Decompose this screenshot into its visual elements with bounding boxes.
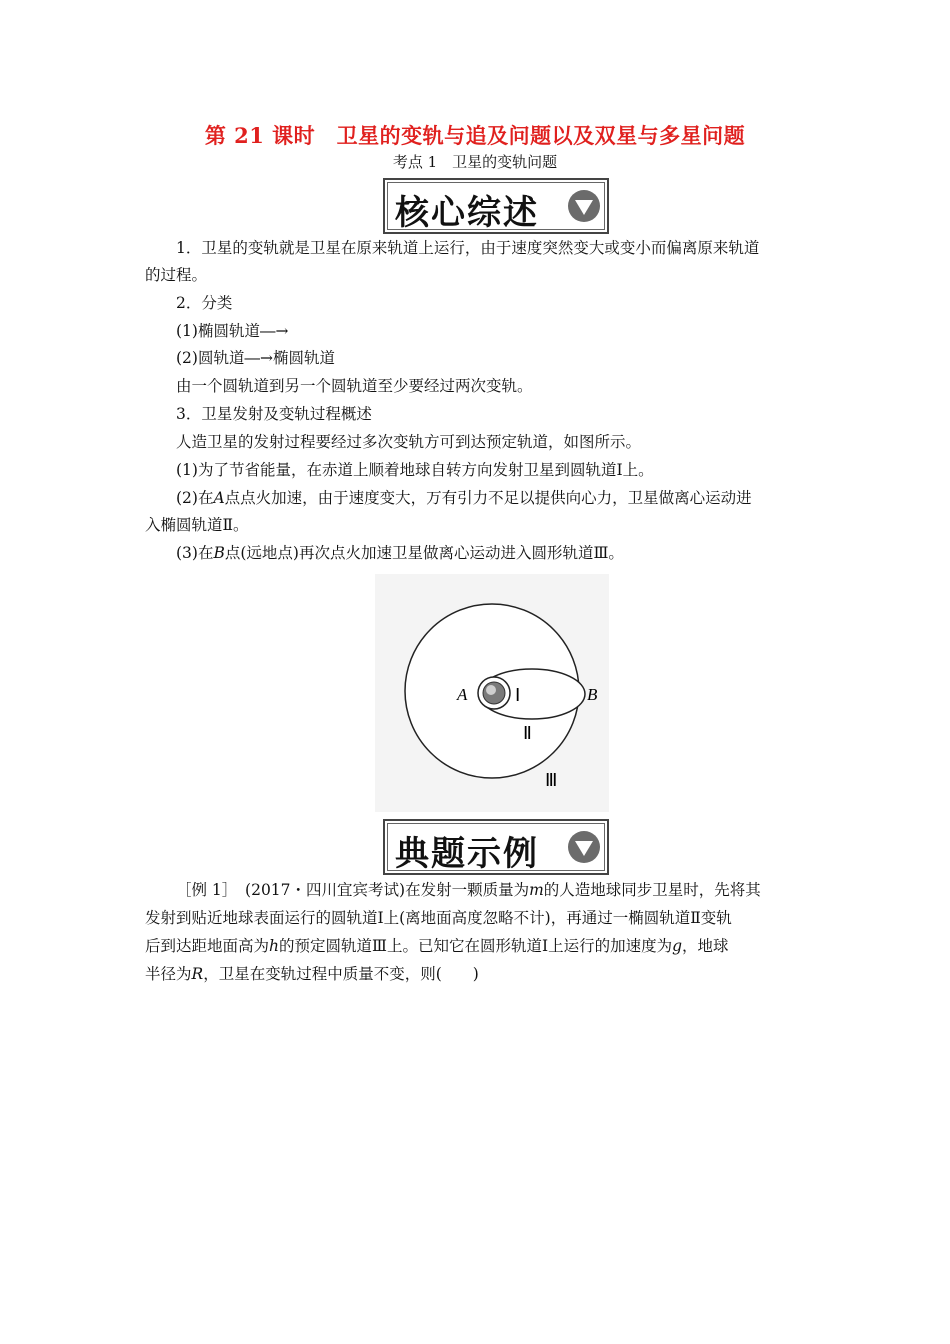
paragraph-7: 人造卫星的发射过程要经过多次变轨方可到达预定轨道，如图所示。 <box>176 433 642 451</box>
orbit-diagram <box>375 574 609 812</box>
label-b: B <box>587 685 598 704</box>
paragraph-3: (1)椭圆轨道―→ <box>176 322 289 340</box>
paragraph-10: (3)在B点(远地点)再次点火加速卫星做离心运动进入圆形轨道Ⅲ。 <box>176 544 624 562</box>
section-examples-label: 典题示例 <box>395 834 539 874</box>
down-triangle-icon <box>567 830 601 864</box>
paragraph-8: (1)为了节省能量，在赤道上顺着地球自转方向发射卫星到圆轨道Ⅰ上。 <box>176 461 654 479</box>
paragraph-5: 由一个圆轨道到另一个圆轨道至少要经过两次变轨。 <box>176 377 533 395</box>
example-line-3: 后到达距地面高为h的预定圆轨道Ⅲ上。已知它在圆形轨道Ⅰ上运行的加速度为g，地球 <box>145 937 729 955</box>
paragraph-9-cont: 入椭圆轨道Ⅱ。 <box>145 516 249 534</box>
section-core-summary <box>383 178 609 234</box>
label-iii: Ⅲ <box>545 770 558 790</box>
paragraph-6: 3．卫星发射及变轨过程概述 <box>176 405 372 423</box>
page-title: 第 21 课时 卫星的变轨与追及问题以及双星与多星问题 <box>204 123 746 148</box>
section-examples <box>383 819 609 875</box>
paragraph-4: (2)圆轨道―→椭圆轨道 <box>176 349 335 367</box>
paragraph-2: 2．分类 <box>176 294 233 312</box>
paragraph-9: (2)在A点点火加速，由于速度变大，万有引力不足以提供向心力，卫星做离心运动进 <box>176 489 752 507</box>
example-line-1: ［例 1］ (2017・四川宜宾考试)在发射一颗质量为m的人造地球同步卫星时，先将其 <box>176 881 761 899</box>
label-ii: Ⅱ <box>523 723 532 743</box>
page-subtitle: 考点 1 卫星的变轨问题 <box>392 153 558 171</box>
section-core-label: 核心综述 <box>395 193 539 233</box>
example-line-4: 半径为R，卫星在变轨过程中质量不变，则( ) <box>145 965 479 983</box>
down-triangle-icon <box>567 189 601 223</box>
paragraph-1: 1．卫星的变轨就是卫星在原来轨道上运行，由于速度突然变大或变小而偏离原来轨道 <box>176 239 760 257</box>
label-i: Ⅰ <box>515 685 521 705</box>
example-line-2: 发射到贴近地球表面运行的圆轨道Ⅰ上(离地面高度忽略不计)，再通过一椭圆轨道Ⅱ变轨 <box>145 909 732 927</box>
label-a: A <box>457 685 468 704</box>
paragraph-1-cont: 的过程。 <box>145 266 208 284</box>
